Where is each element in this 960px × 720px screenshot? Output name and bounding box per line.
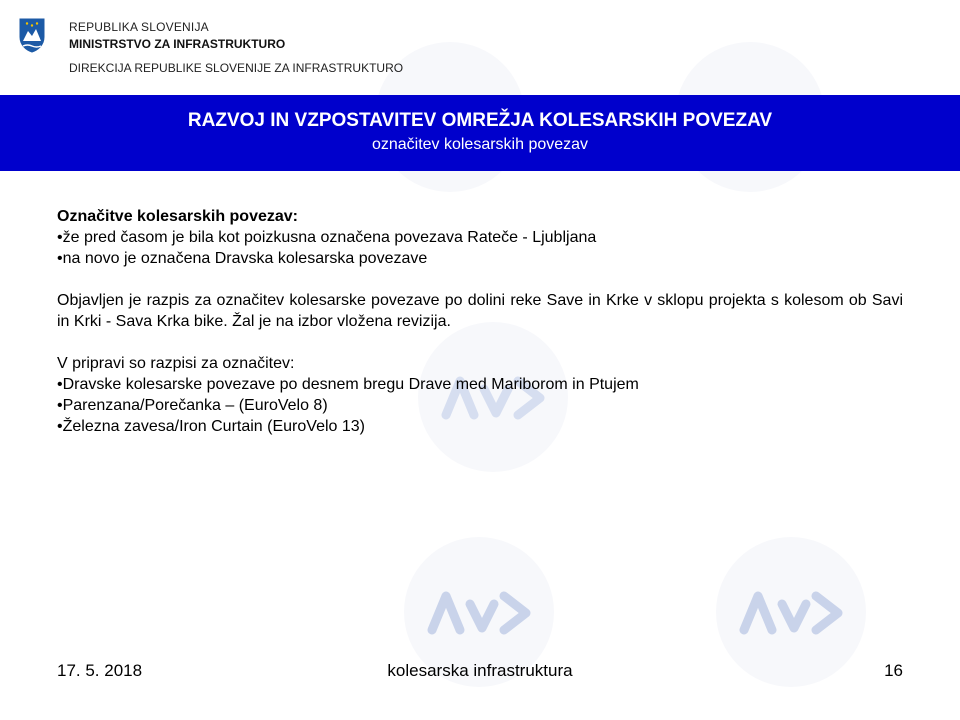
spacer <box>57 332 903 353</box>
list-item: •Dravske kolesarske povezave po desnem bregu Drave med Mariborom in Ptujem <box>57 376 639 393</box>
slide-subtitle: označitev kolesarskih povezav <box>371 136 589 153</box>
country-label: REPUBLIKA SLOVENIJA <box>69 20 209 34</box>
list-intro: V pripravi so razpisi za označitev: <box>57 355 295 372</box>
title-banner <box>0 95 960 171</box>
content-paragraph: Objavljen je razpis za označitev kolesarske povezave po dolini reke Save in Krke v sklopu projekta s kolesom ob Savi in Krki - Sava Krka bike. Žal je na izbor vložena revizija. <box>57 292 903 330</box>
list-item: •Parenzana/Porečanka – (EuroVelo 8) <box>57 397 328 414</box>
spacer <box>57 269 903 290</box>
footer-date: 17. 5. 2018 <box>57 661 143 680</box>
list-item: •Železna zavesa/Iron Curtain (EuroVelo 13) <box>57 418 365 435</box>
list-item: •na novo je označena Dravska kolesarska povezave <box>57 250 428 267</box>
slide-title: RAZVOJ IN VZPOSTAVITEV OMREŽJA KOLESARSKIH POVEZAV <box>187 110 773 131</box>
directorate-name: DIREKCIJA REPUBLIKE SLOVENIJE ZA INFRASTRUKTURO <box>69 61 404 75</box>
slide-content <box>57 206 903 437</box>
page-number: 16 <box>884 661 903 680</box>
content-heading: Označitve kolesarskih povezav: <box>57 208 298 225</box>
footer-topic: kolesarska infrastruktura <box>387 661 573 680</box>
ministry-name: MINISTRSTVO ZA INFRASTRUKTURO <box>69 37 286 51</box>
list-item: •že pred časom je bila kot poizkusna označena povezava Rateče - Ljubljana <box>57 229 597 246</box>
slovenia-coat-of-arms-icon <box>18 17 46 53</box>
